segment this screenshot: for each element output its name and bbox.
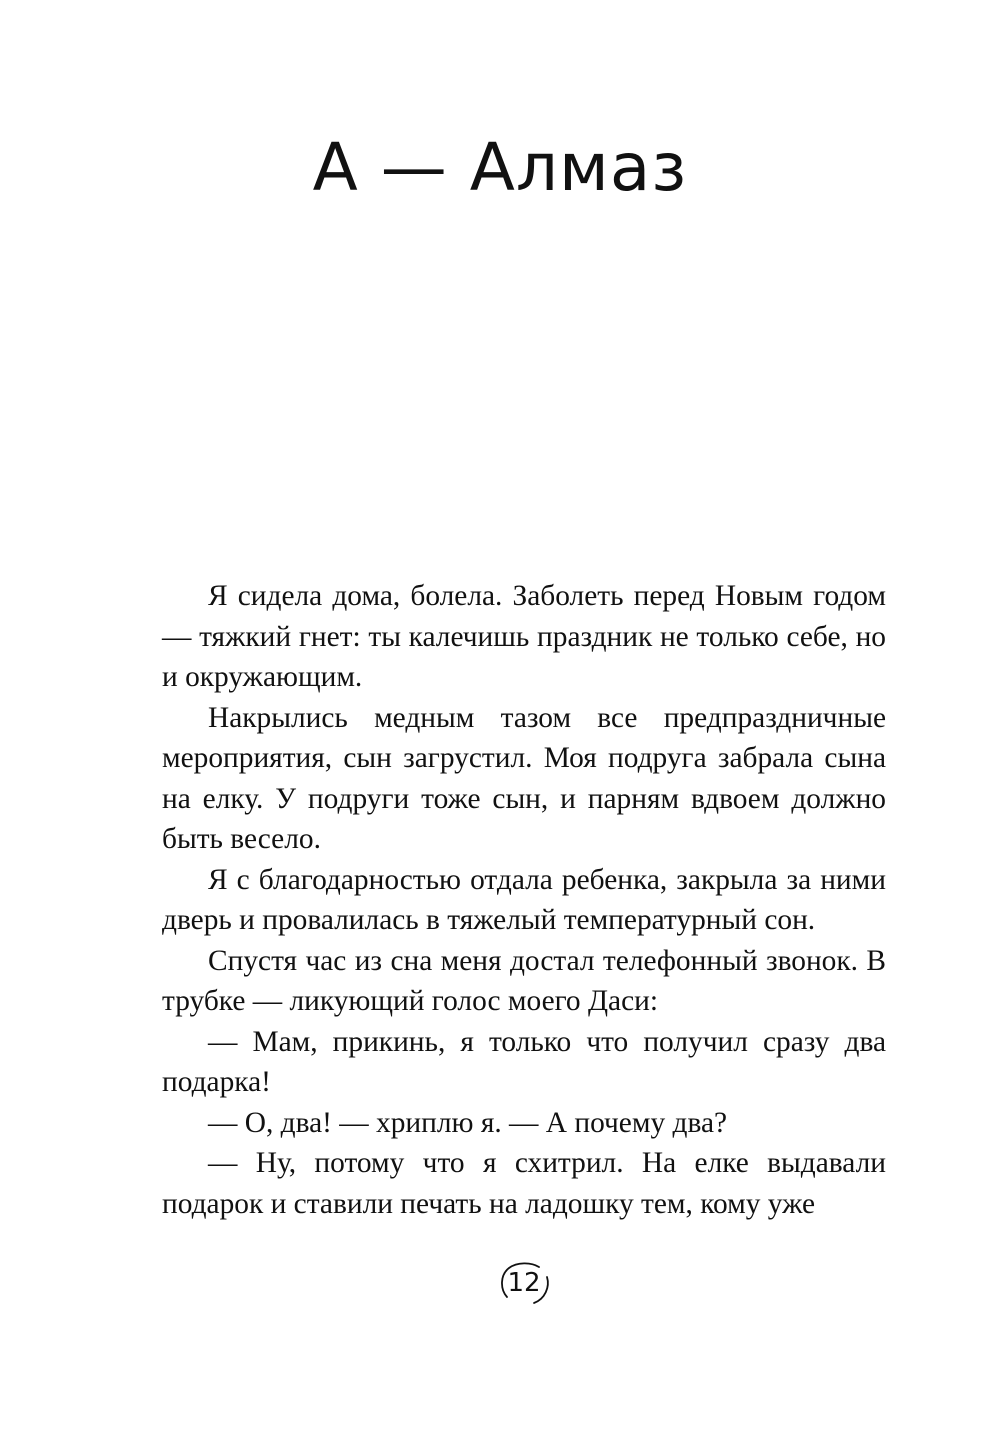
paragraph: — О, два! — хриплю я. — А почему два? [208, 1106, 728, 1139]
paragraph: Накрылись медным тазом все предпраздничные мероприятия, сын загрустил. Моя подруга забрала сына на елку. У подруги тоже сын, и парням вдвоем должно быть весело. [162, 701, 886, 855]
paragraph: Спустя час из сна меня достал телефонный звонок. В трубке — ликующий голос моего Даси: [162, 944, 886, 1017]
page-number: 12 [507, 1268, 541, 1298]
paragraph: Я сидела дома, болела. Заболеть перед Новым годом — тяжкий гнет: ты калечишь праздник не только себе, но и окружающим. [162, 580, 886, 693]
page-number-badge [497, 1259, 551, 1307]
paragraph: Я с благодарностью отдала ребенка, закрыла за ними дверь и провалилась в тяжелый температурный сон. [162, 863, 886, 936]
paragraph: — Ну, потому что я схитрил. На елке выдавали подарок и ставили печать на ладошку тем, кому уже [162, 1147, 886, 1220]
body-text [162, 576, 886, 1224]
chapter-title: А — Алмаз [312, 129, 688, 206]
paragraph: — Мам, прикинь, я только что получил сразу два подарка! [162, 1025, 886, 1098]
